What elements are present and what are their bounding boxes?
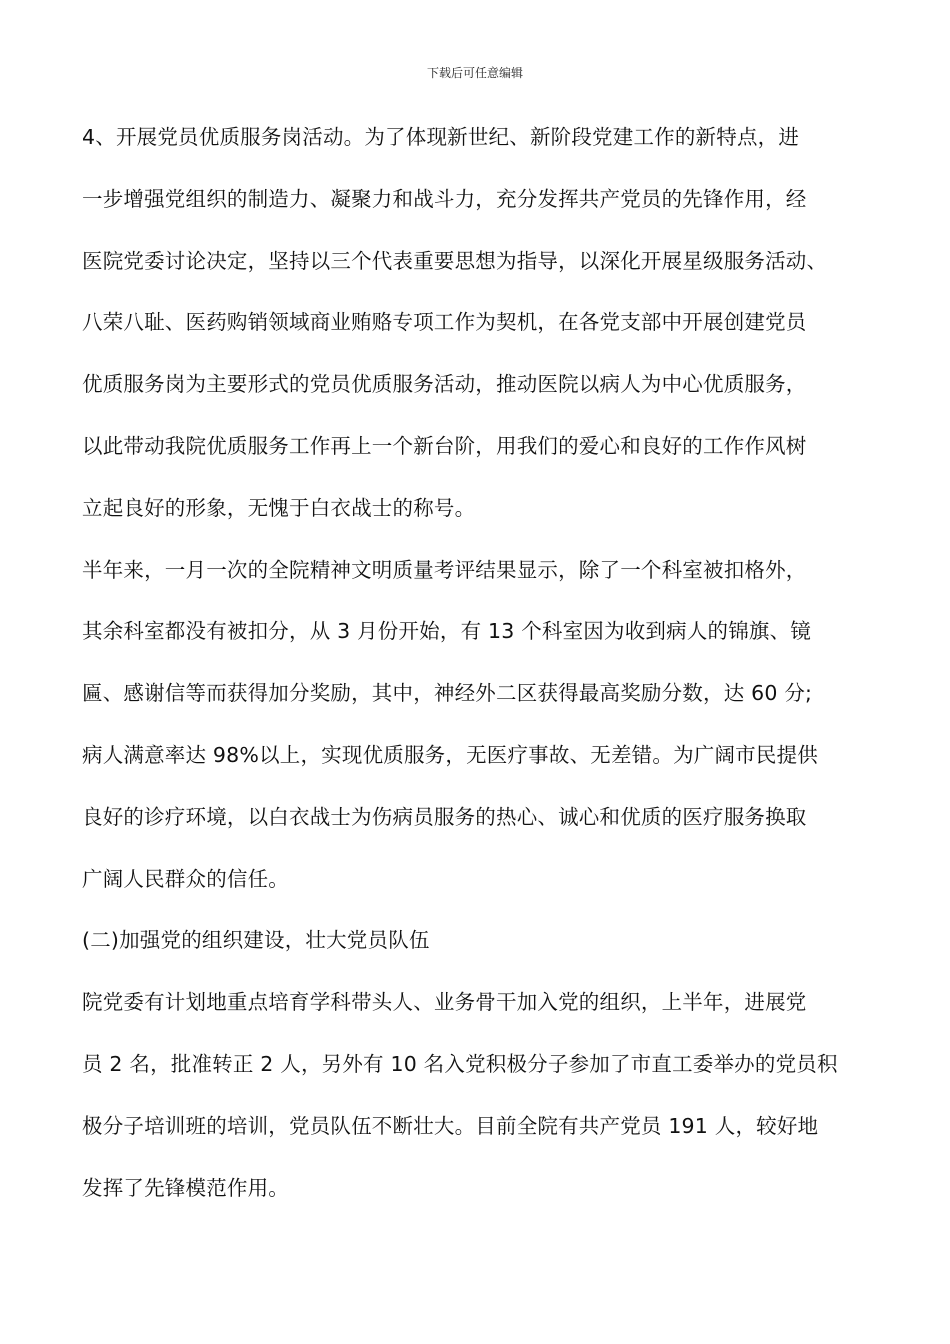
text-line: 发挥了先锋模范作用。	[82, 1175, 289, 1200]
text-line: 员 2 名，批准转正 2 人，另外有 10 名入党积极分子参加了市直工委举办的党员积	[82, 1051, 838, 1076]
text-line: 一步增强党组织的制造力、凝聚力和战斗力，充分发挥共产党员的先锋作用，经	[82, 186, 807, 211]
text-line: 立起良好的形象，无愧于白衣战士的称号。	[82, 495, 476, 520]
text-line: 广阔人民群众的信任。	[82, 866, 289, 891]
text-line: 4、开展党员优质服务岗活动。为了体现新世纪、新阶段党建工作的新特点，进	[82, 125, 800, 149]
text-line: 病人满意率达 98%以上，实现优质服务，无医疗事故、无差错。为广阔市民提供	[82, 742, 818, 767]
text-line: 以此带动我院优质服务工作再上一个新台阶，用我们的爱心和良好的工作作风树	[82, 433, 807, 458]
text-line: 优质服务岗为主要形式的党员优质服务活动，推动医院以病人为中心优质服务，	[82, 372, 807, 397]
text-line: 半年来，一月一次的全院精神文明质量考评结果显示，除了一个科室被扣格外，	[82, 557, 807, 582]
text-line: 良好的诊疗环境，以白衣战士为伤病员服务的热心、诚心和优质的医疗服务换取	[82, 804, 807, 829]
paragraph-half-year-results	[82, 540, 894, 911]
text-line: 其余科室都没有被扣分，从 3 月份开始，有 13 个科室因为收到病人的锦旗、镜	[82, 619, 811, 644]
text-line: 匾、感谢信等而获得加分奖励，其中，神经外二区获得最高奖励分数，达 60 分;	[82, 681, 813, 706]
paragraph-member-development	[82, 972, 894, 1219]
section-heading	[82, 910, 894, 972]
text-line: 院党委有计划地重点培育学科带头人、业务骨干加入党的组织，上半年，进展党	[82, 990, 807, 1015]
text-line: 极分子培训班的培训，党员队伍不断壮大。目前全院有共产党员 191 人，较好地	[82, 1113, 819, 1138]
page-header: 下载后可任意编辑	[426, 66, 523, 80]
paragraph-party-service-post	[82, 107, 894, 540]
section-heading-text: (二)加强党的组织建设，壮大党员队伍	[82, 928, 430, 953]
text-line: 医院党委讨论决定，坚持以三个代表重要思想为指导，以深化开展星级服务活动、	[82, 248, 828, 273]
text-line: 八荣八耻、医药购销领域商业贿赂专项工作为契机，在各党支部中开展创建党员	[82, 310, 807, 335]
document-body	[82, 107, 894, 1219]
